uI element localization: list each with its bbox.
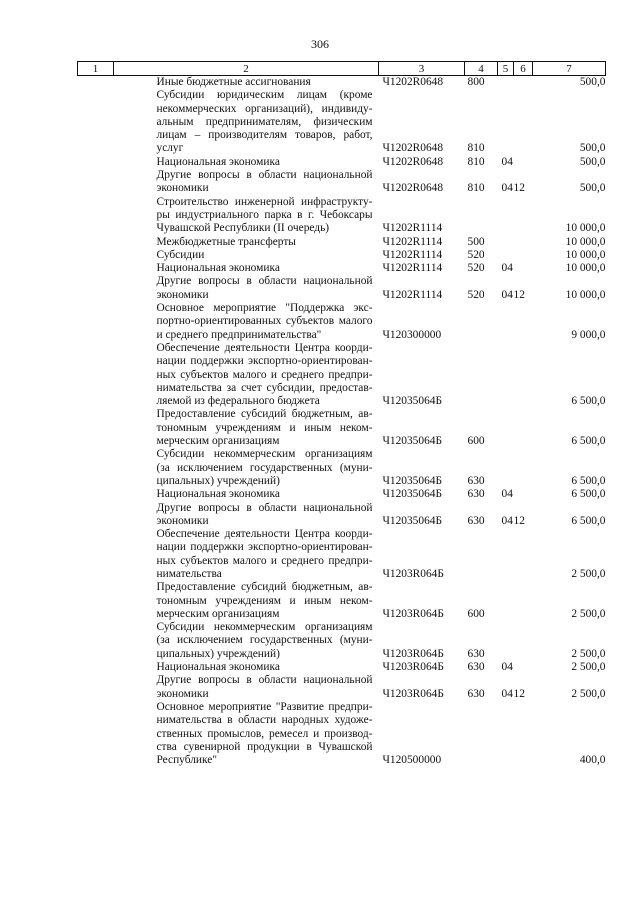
table-row [78, 169, 606, 196]
row-number-cell [78, 581, 114, 621]
row-expense-type: 520 [467, 288, 485, 301]
column-header-6: 6 [514, 62, 533, 76]
row-subsection [514, 701, 533, 767]
row-number-cell [78, 275, 114, 302]
row-name: Субсидии некоммерческим организациям (за исключением государственных (муни-ципальных) учреждений) [156, 621, 373, 660]
row-expense-type [465, 302, 498, 342]
table-row [78, 275, 606, 302]
row-number-cell [78, 701, 114, 767]
row-section: 04 [501, 288, 513, 301]
column-header-2: 2 [114, 62, 379, 76]
row-section [498, 448, 514, 488]
row-name: Другие вопросы в области национальной экономики [156, 501, 373, 527]
row-name: Субсидии юридическим лицам (кроме некоммерческих организаций), индивиду-альным предпринимателям, физическим лицам – производителям товаров, работ, услуг [156, 89, 373, 155]
row-expense-type: 630 [467, 661, 485, 674]
table-body [78, 76, 606, 768]
row-subsection: 12 [513, 288, 525, 301]
budget-table [77, 61, 606, 767]
row-expense-type: 630 [467, 488, 485, 501]
row-name: Основное мероприятие "Поддержка экс-портно-ориентированных субъектов малого и среднего предпринимательства" [156, 302, 373, 341]
row-subsection: 12 [513, 514, 525, 527]
row-amount: 10 000,0 [565, 288, 606, 301]
row-section [498, 89, 514, 155]
row-number-cell [78, 661, 114, 674]
row-target-code: Ч1202R1114 [382, 248, 443, 261]
row-section: 04 [501, 687, 513, 700]
row-number-cell [78, 674, 114, 701]
table-row [78, 249, 606, 262]
row-amount: 9 000,0 [571, 328, 606, 341]
column-header-7: 7 [533, 62, 606, 76]
row-expense-type [465, 342, 498, 408]
row-number-cell [78, 488, 114, 501]
row-target-code: Ч12035064Б [382, 488, 443, 501]
row-target-code: Ч1202R1114 [382, 288, 443, 301]
row-expense-type [465, 196, 498, 236]
row-number-cell [78, 408, 114, 448]
row-subsection [514, 236, 533, 249]
row-subsection [514, 76, 533, 90]
row-section [498, 528, 514, 581]
row-section [498, 408, 514, 448]
row-amount: 10 000,0 [565, 248, 606, 261]
row-section [498, 701, 514, 767]
table-row [78, 502, 606, 529]
row-amount: 2 500,0 [571, 567, 606, 580]
row-amount: 400,0 [579, 754, 606, 767]
row-expense-type: 600 [467, 607, 485, 620]
table-row [78, 342, 606, 408]
row-expense-type: 520 [467, 248, 485, 261]
row-name: Иные бюджетные ассигнования [156, 76, 311, 88]
row-subsection [514, 196, 533, 236]
row-expense-type: 600 [467, 435, 485, 448]
row-expense-type: 630 [467, 647, 485, 660]
row-amount: 6 500,0 [571, 395, 606, 408]
page-number: 306 [311, 37, 329, 51]
row-section [498, 249, 514, 262]
row-target-code: Ч12035064Б [382, 395, 443, 408]
column-number-row [78, 62, 606, 76]
row-amount: 6 500,0 [571, 435, 606, 448]
row-number-cell [78, 262, 114, 275]
row-name: Национальная экономика [156, 661, 280, 674]
row-subsection [514, 89, 533, 155]
row-amount: 2 500,0 [571, 607, 606, 620]
row-expense-type: 630 [467, 687, 485, 700]
table-row [78, 581, 606, 621]
table-row [78, 621, 606, 661]
row-section: 04 [501, 155, 513, 168]
table-row [78, 236, 606, 249]
row-expense-type: 810 [467, 182, 485, 195]
row-target-code: Ч1202R0648 [382, 155, 444, 168]
row-amount: 500,0 [579, 155, 606, 168]
table-row [78, 302, 606, 342]
row-subsection [514, 262, 533, 275]
row-target-code: Ч1202R0648 [382, 76, 444, 88]
row-section: 04 [501, 514, 513, 527]
row-amount: 500,0 [579, 182, 606, 195]
row-subsection [514, 342, 533, 408]
row-target-code: Ч1202R1114 [382, 235, 443, 248]
row-section [498, 621, 514, 661]
table-row [78, 408, 606, 448]
table-row [78, 196, 606, 236]
row-section [498, 236, 514, 249]
row-name: Обеспечение деятельности Центра коорди-нации поддержки экспортно-ориентирован-ных субъектов малого и среднего предпри-нимательства [156, 528, 373, 580]
row-amount: 2 500,0 [571, 661, 606, 674]
row-name: Другие вопросы в области национальной экономики [156, 169, 373, 195]
row-amount: 10 000,0 [565, 262, 606, 275]
row-target-code: Ч1203R064Б [382, 687, 444, 700]
row-name: Субсидии [156, 248, 205, 261]
row-number-cell [78, 502, 114, 529]
row-target-code: Ч1202R1114 [382, 262, 443, 275]
column-header-1: 1 [78, 62, 114, 76]
row-subsection [514, 661, 533, 674]
row-amount: 2 500,0 [571, 647, 606, 660]
column-header-5: 5 [498, 62, 514, 76]
row-name: Национальная экономика [156, 262, 280, 275]
row-number-cell [78, 169, 114, 196]
row-target-code: Ч1202R1114 [382, 222, 443, 235]
row-amount: 6 500,0 [571, 474, 606, 487]
row-number-cell [78, 76, 114, 90]
row-section: 04 [501, 182, 513, 195]
row-target-code: Ч1203R064Б [382, 661, 444, 674]
row-subsection: 12 [513, 687, 525, 700]
row-number-cell [78, 156, 114, 169]
table-row [78, 661, 606, 674]
table-row [78, 528, 606, 581]
column-header-3: 3 [379, 62, 465, 76]
table-row [78, 76, 606, 90]
row-name: Предоставление субсидий бюджетным, ав-тономным учреждениям и иным неком-мерческим организациям [156, 581, 373, 620]
row-subsection [514, 408, 533, 448]
row-number-cell [78, 342, 114, 408]
row-section [498, 196, 514, 236]
row-expense-type: 520 [467, 262, 485, 275]
row-name: Предоставление субсидий бюджетным, ав-тономным учреждениям и иным неком-мерческим организациям [156, 408, 373, 448]
row-name: Национальная экономика [156, 488, 280, 501]
row-section [498, 342, 514, 408]
row-amount: 10 000,0 [565, 235, 606, 248]
row-amount: 500,0 [579, 142, 606, 155]
row-amount: 500,0 [579, 76, 606, 88]
row-target-code: Ч1203R064Б [382, 647, 444, 660]
row-number-cell [78, 528, 114, 581]
row-name: Другие вопросы в области национальной экономики [156, 674, 373, 700]
row-name: Национальная экономика [156, 155, 280, 168]
row-section: 04 [501, 661, 513, 674]
row-name: Строительство инженерной инфраструкту-ры индустриального парка в г. Чебоксары Чувашской Республики (II очередь) [156, 195, 373, 235]
column-header-4: 4 [465, 62, 498, 76]
row-expense-type: 810 [467, 142, 485, 155]
row-amount: 2 500,0 [571, 687, 606, 700]
row-expense-type: 810 [467, 155, 485, 168]
row-amount: 6 500,0 [571, 514, 606, 527]
table-row [78, 674, 606, 701]
row-name: Основное мероприятие "Развитие предпри-нимательства в области народных художе-ственных промыслов, ремесел и производ-ства сувенирной продукции в Чувашской Республике" [156, 700, 373, 767]
row-subsection [514, 528, 533, 581]
row-number-cell [78, 89, 114, 155]
row-subsection [514, 249, 533, 262]
row-target-code: Ч120500000 [382, 754, 442, 767]
table-row [78, 701, 606, 767]
row-expense-type: 500 [467, 235, 485, 248]
row-subsection [514, 302, 533, 342]
row-number-cell [78, 621, 114, 661]
row-number-cell [78, 236, 114, 249]
table-row [78, 448, 606, 488]
row-expense-type [465, 701, 498, 767]
row-expense-type: 630 [467, 474, 485, 487]
row-name: Межбюджетные трансферты [156, 235, 296, 248]
row-expense-type [465, 528, 498, 581]
row-number-cell [78, 302, 114, 342]
row-expense-type: 800 [467, 76, 485, 88]
row-subsection [514, 488, 533, 501]
row-name: Субсидии некоммерческим организациям (за исключением государственных (муни-ципальных) учреждений) [156, 448, 373, 487]
row-number-cell [78, 249, 114, 262]
row-target-code: Ч1203R064Б [382, 567, 444, 580]
row-subsection [514, 156, 533, 169]
row-target-code: Ч12035064Б [382, 514, 443, 527]
row-target-code: Ч12035064Б [382, 435, 443, 448]
row-target-code: Ч1202R0648 [382, 182, 444, 195]
table-row [78, 156, 606, 169]
row-number-cell [78, 196, 114, 236]
row-section [498, 581, 514, 621]
row-subsection [514, 621, 533, 661]
row-target-code: Ч1202R0648 [382, 142, 444, 155]
row-expense-type: 630 [467, 514, 485, 527]
row-number-cell [78, 448, 114, 488]
row-target-code: Ч120300000 [382, 328, 442, 341]
row-section: 04 [501, 262, 513, 275]
row-amount: 10 000,0 [565, 222, 606, 235]
row-section [498, 76, 514, 90]
row-subsection: 12 [513, 182, 525, 195]
row-name: Другие вопросы в области национальной экономики [156, 275, 373, 301]
row-subsection [514, 448, 533, 488]
table-row [78, 262, 606, 275]
table-row [78, 488, 606, 501]
row-section: 04 [501, 488, 513, 501]
row-target-code: Ч1203R064Б [382, 607, 444, 620]
table-row [78, 89, 606, 155]
row-section [498, 302, 514, 342]
row-subsection [514, 581, 533, 621]
row-amount: 6 500,0 [571, 488, 606, 501]
row-name: Обеспечение деятельности Центра коорди-нации поддержки экспортно-ориентирован-ных субъектов малого и среднего предпри-нимательства за счет субсидии, предостав-ляемой из федерального бюджета [156, 341, 373, 408]
row-target-code: Ч12035064Б [382, 474, 443, 487]
